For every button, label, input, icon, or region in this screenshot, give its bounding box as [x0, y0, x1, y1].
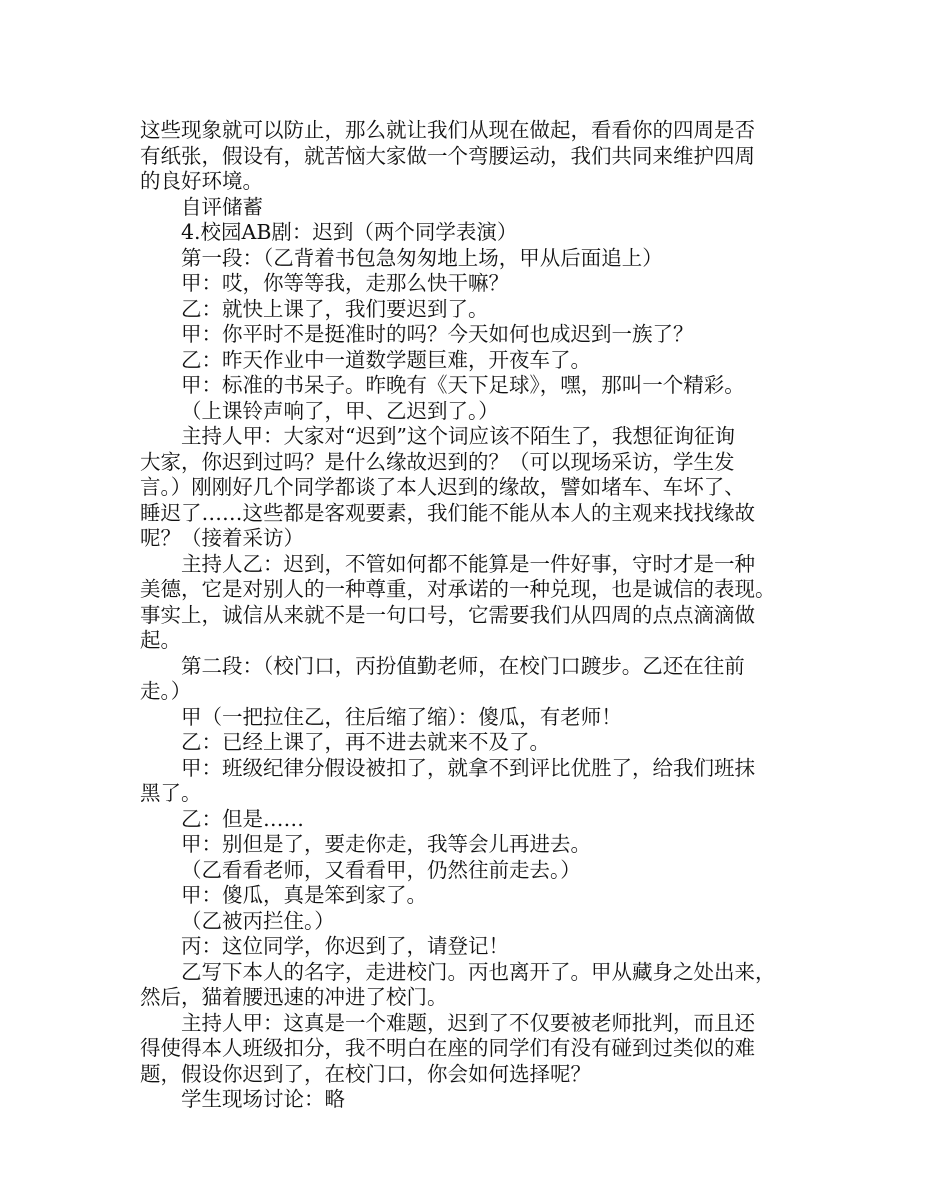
paragraph — [140, 348, 820, 374]
paragraph — [140, 1011, 820, 1088]
paragraph — [140, 271, 820, 297]
text-line: 甲：班级纪律分假设被扣了，就拿不到评比优胜了，给我们班抹 — [181, 755, 755, 780]
text-line: 学生现场讨论：略 — [181, 1087, 345, 1111]
text-line: 乙：已经上课了，再不进去就来不及了。 — [181, 730, 550, 754]
text-line: 言。）刚刚好几个同学都谈了本人迟到的缘故，譬如堵车、车坏了、 — [140, 475, 745, 499]
paragraph — [140, 297, 820, 323]
text-line: 乙：就快上课了，我们要迟到了。 — [181, 296, 489, 321]
text-line: （乙看看老师，又看看甲，仍然往前走去。） — [181, 857, 581, 882]
paragraph — [140, 909, 820, 935]
paragraph — [140, 960, 820, 1011]
text-line: 有纸张，假设有，就苦恼大家做一个弯腰运动，我们共同来维护四周 — [140, 143, 755, 168]
paragraph — [140, 756, 820, 807]
text-line: 乙写下本人的名字，走进校门。丙也离开了。甲从藏身之处出来， — [181, 959, 776, 984]
text-line: 起。 — [140, 628, 181, 652]
text-line: 题，假设你迟到了，在校门口，你会如何选择呢？ — [140, 1061, 591, 1086]
text-line: 得使得本人班级扣分，我不明白在座的同学们有没有碰到过类似的难 — [140, 1036, 755, 1060]
text-line: 主持人乙：迟到，不管如何都不能算是一件好事，守时才是一种 — [181, 551, 755, 576]
text-line: 乙：但是…… — [181, 806, 304, 831]
text-line: 黑了。 — [140, 781, 202, 805]
paragraph — [140, 705, 820, 731]
paragraph — [140, 399, 820, 425]
text-line: （上课铃声响了，甲、乙迟到了。） — [181, 398, 499, 423]
text-line: 甲：你平时不是挺准时的吗？今天如何也成迟到一族了？ — [181, 322, 694, 346]
text-line: 事实上，诚信从来就不是一句口号，它需要我们从四周的点点滴滴做 — [140, 602, 755, 627]
text-line: 主持人甲：大家对“迟到”这个词应该不陌生了，我想征询征询 — [181, 424, 735, 448]
text-line: 4.校园AB剧：迟到（两个同学表演） — [181, 220, 518, 244]
document-page — [140, 118, 820, 1113]
text-line: 睡迟了……这些都是客观要素，我们能不能从本人的主观来找找缘故 — [140, 500, 755, 525]
text-line: （乙被丙拦住。） — [181, 908, 335, 933]
text-line: 自评储蓄 — [181, 194, 263, 219]
paragraph — [140, 373, 820, 399]
paragraph — [140, 807, 820, 833]
text-line: 甲：傻瓜，真是笨到家了。 — [181, 883, 427, 907]
text-line: 甲：别但是了，要走你走，我等会儿再进去。 — [181, 832, 591, 856]
paragraph — [140, 883, 820, 909]
paragraph — [140, 730, 820, 756]
paragraph — [140, 220, 820, 246]
text-line: 美德，它是对别人的一种尊重，对承诺的一种兑现，也是诚信的表现。 — [140, 577, 776, 601]
text-line: 丙：这位同学，你迟到了，请登记！ — [181, 934, 509, 958]
text-line: 主持人甲：这真是一个难题，迟到了不仅要被老师批判，而且还 — [181, 1010, 755, 1035]
text-line: 这些现象就可以防止，那么就让我们从现在做起，看看你的四周是否 — [140, 118, 755, 142]
paragraph — [140, 654, 820, 705]
text-line: 乙：昨天作业中一道数学题巨难，开夜车了。 — [181, 347, 591, 372]
paragraph — [140, 552, 820, 654]
paragraph — [140, 118, 820, 195]
paragraph — [140, 424, 820, 552]
text-line: 的良好环境。 — [140, 169, 263, 193]
text-line: 甲（一把拉住乙，往后缩了缩）：傻瓜，有老师！ — [181, 704, 622, 729]
text-line: 走。） — [140, 679, 192, 703]
paragraph — [140, 246, 820, 272]
text-line: 甲：哎，你等等我，走那么快干嘛？ — [181, 271, 509, 295]
paragraph — [140, 1087, 820, 1113]
text-line: 第一段：（乙背着书包急匆匆地上场，甲从后面追上） — [181, 245, 663, 270]
text-line: 大家，你迟到过吗？是什么缘故迟到的？（可以现场采访，学生发 — [140, 449, 735, 474]
text-line: 第二段：（校门口，丙扮值勤老师，在校门口踱步。乙还在往前 — [181, 653, 745, 678]
paragraph — [140, 832, 820, 858]
paragraph — [140, 934, 820, 960]
paragraph — [140, 195, 820, 221]
text-line: 甲：标准的书呆子。昨晚有《天下足球》，嘿，那叫一个精彩。 — [181, 373, 745, 397]
paragraph — [140, 858, 820, 884]
paragraph — [140, 322, 820, 348]
text-line: 然后，猫着腰迅速的冲进了校门。 — [140, 985, 448, 1009]
text-line: 呢？（接着采访） — [140, 526, 304, 550]
